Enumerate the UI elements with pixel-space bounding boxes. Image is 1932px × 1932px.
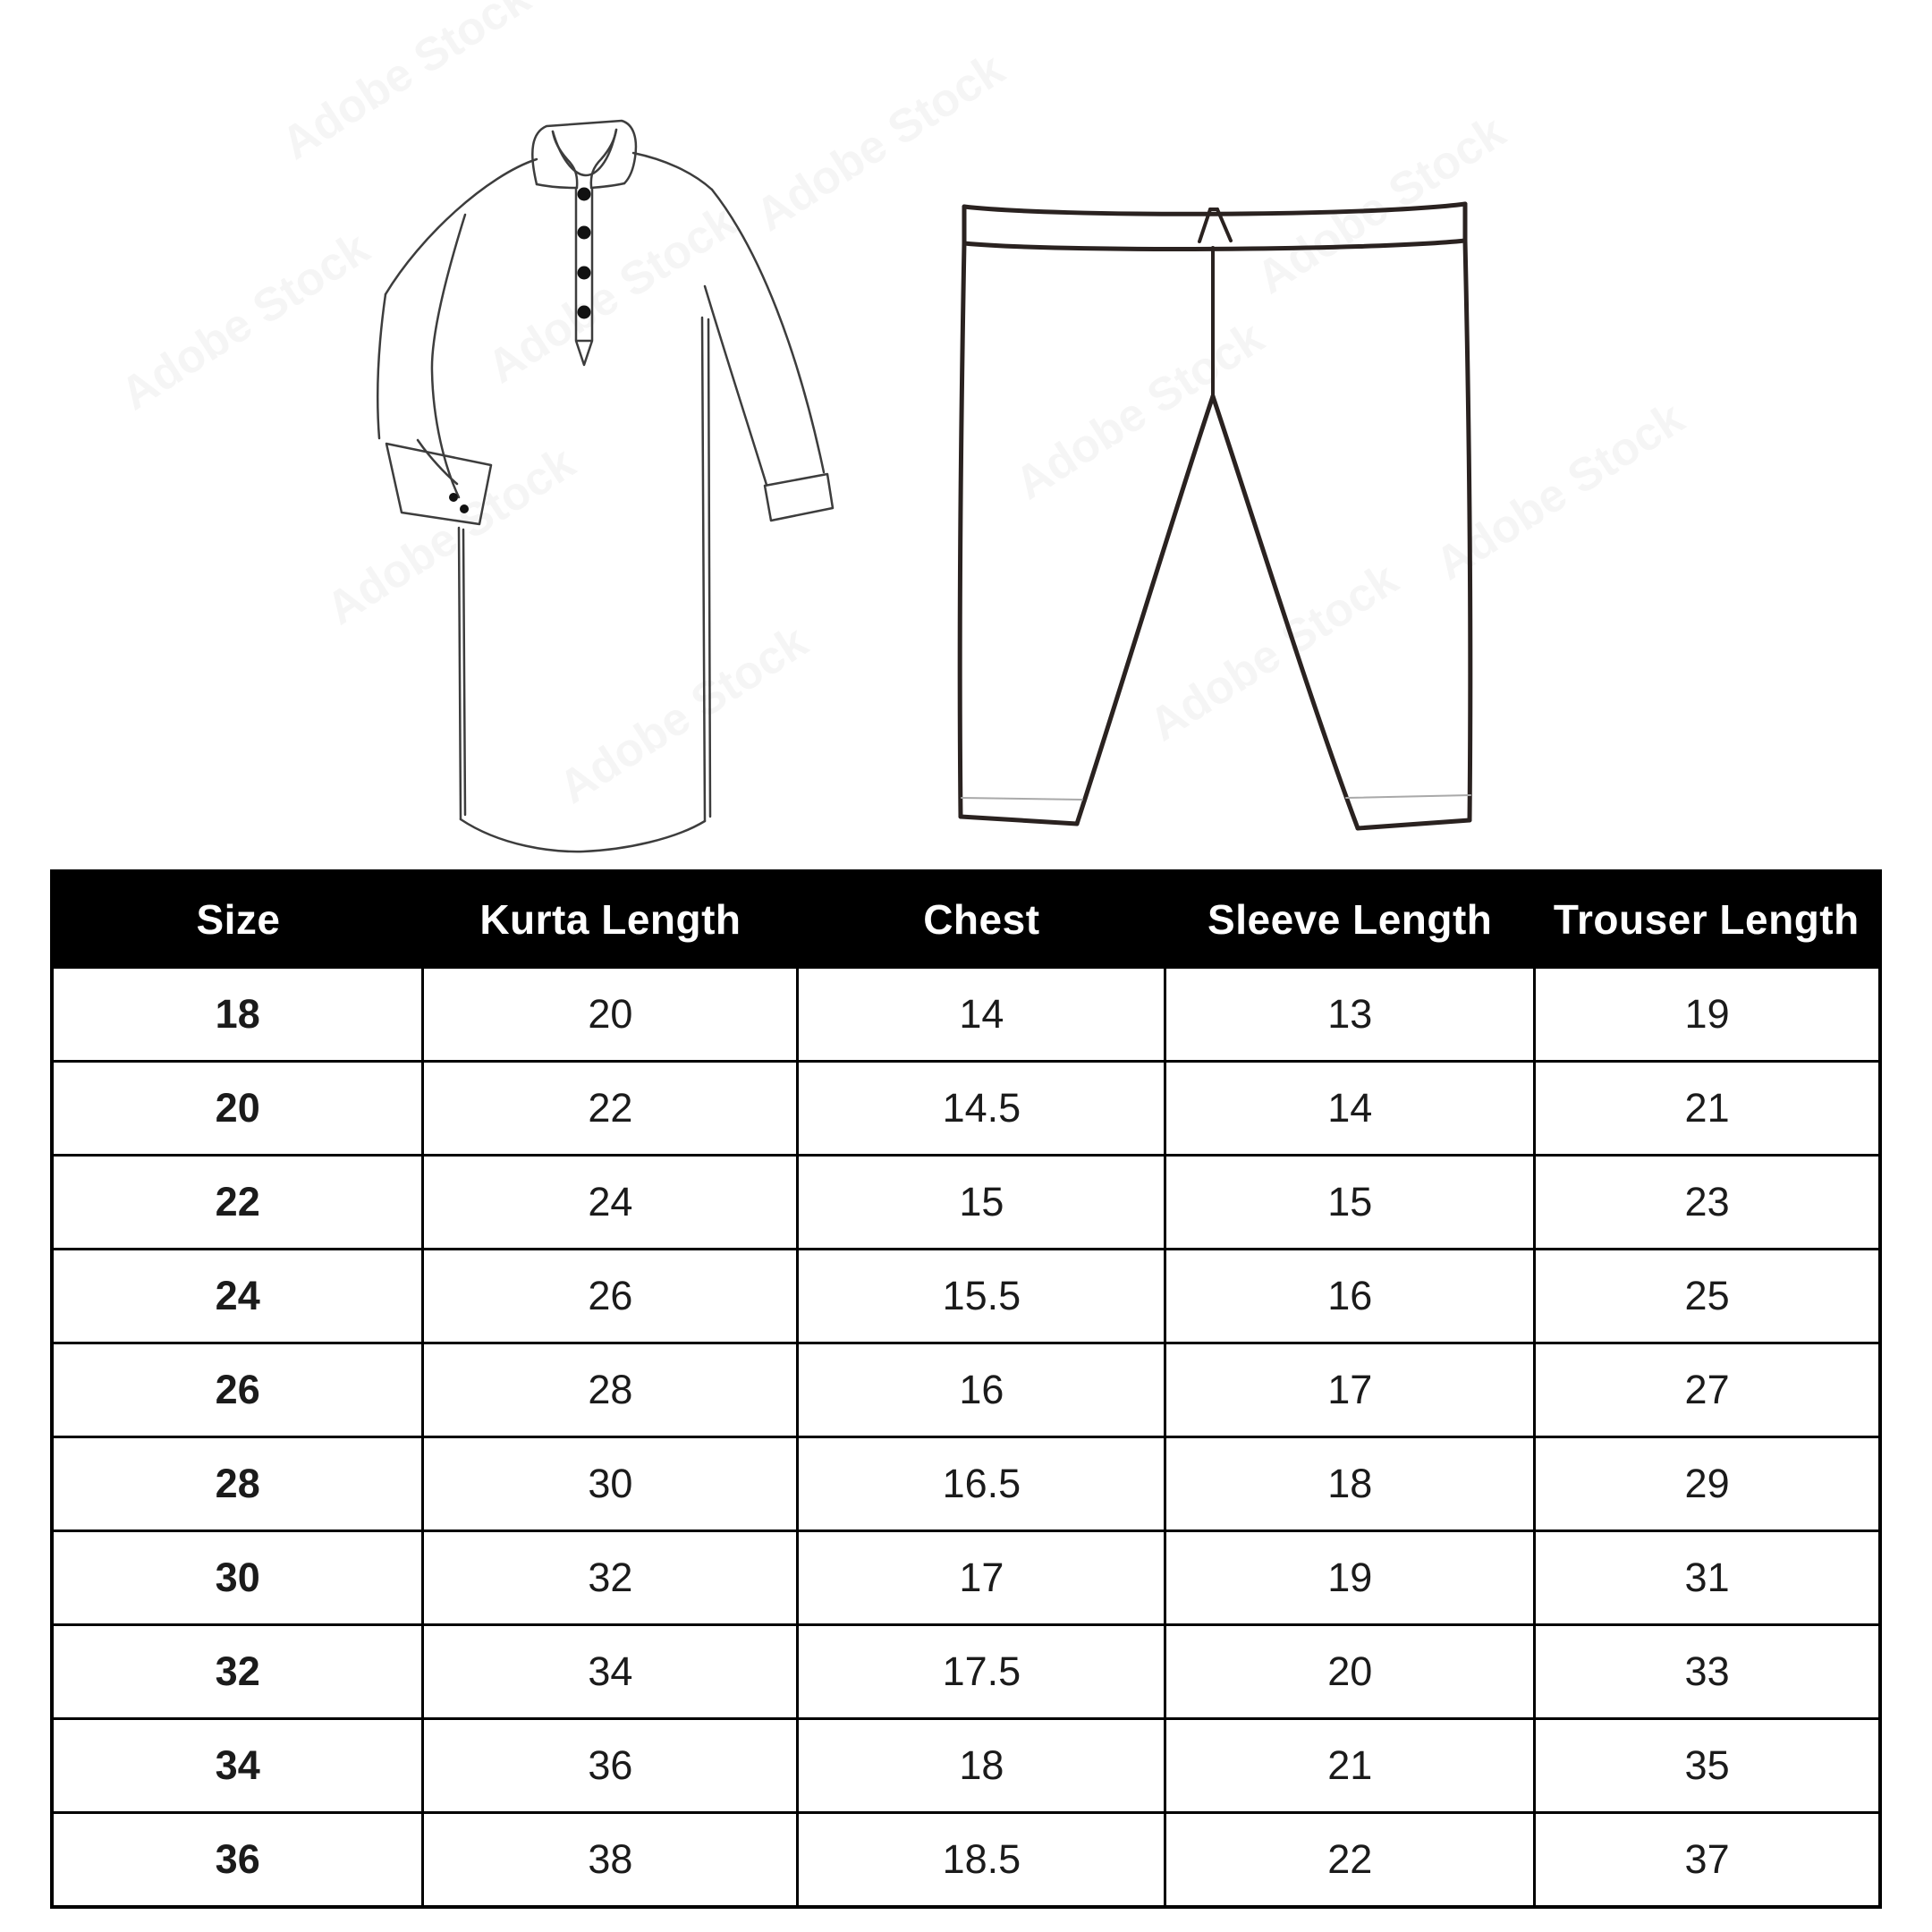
value-cell: 26: [423, 1250, 798, 1343]
size-cell: 28: [52, 1437, 423, 1531]
value-cell: 38: [423, 1813, 798, 1908]
value-cell: 19: [1535, 968, 1880, 1062]
value-cell: 17: [798, 1531, 1165, 1625]
size-cell: 30: [52, 1531, 423, 1625]
value-cell: 32: [423, 1531, 798, 1625]
size-chart-table: [50, 869, 1882, 1909]
value-cell: 22: [1165, 1813, 1535, 1908]
watermark-text: [747, 43, 1013, 242]
size-cell: 26: [52, 1343, 423, 1437]
value-cell: 37: [1535, 1813, 1880, 1908]
value-cell: 20: [423, 968, 798, 1062]
garment-illustration: [0, 0, 1932, 869]
table-row: [52, 968, 1880, 1062]
table-row: [52, 1062, 1880, 1156]
header-cell: Trouser Length: [1535, 871, 1880, 968]
value-cell: 16: [798, 1343, 1165, 1437]
table-row: [52, 1343, 1880, 1437]
value-cell: 15: [798, 1156, 1165, 1250]
value-cell: 16.5: [798, 1437, 1165, 1531]
value-cell: 22: [423, 1062, 798, 1156]
value-cell: 30: [423, 1437, 798, 1531]
table-header-row: [52, 871, 1880, 968]
table-body: [52, 968, 1880, 1908]
value-cell: 14.5: [798, 1062, 1165, 1156]
watermark-text: [550, 615, 817, 814]
watermark-text: [479, 195, 745, 394]
value-cell: 17.5: [798, 1625, 1165, 1719]
size-cell: 32: [52, 1625, 423, 1719]
size-cell: 34: [52, 1719, 423, 1813]
header-cell: Kurta Length: [423, 871, 798, 968]
value-cell: 18: [1165, 1437, 1535, 1531]
value-cell: 19: [1165, 1531, 1535, 1625]
table-row: [52, 1531, 1880, 1625]
table-row: [52, 1156, 1880, 1250]
table-row: [52, 1625, 1880, 1719]
watermark-text: [112, 222, 378, 420]
trousers-illustration: [960, 204, 1470, 828]
size-cell: 20: [52, 1062, 423, 1156]
watermark-text: [318, 436, 584, 635]
value-cell: 33: [1535, 1625, 1880, 1719]
value-cell: 14: [1165, 1062, 1535, 1156]
value-cell: 21: [1535, 1062, 1880, 1156]
watermark-text: [273, 0, 539, 170]
value-cell: 29: [1535, 1437, 1880, 1531]
header-cell: Chest: [798, 871, 1165, 968]
value-cell: 16: [1165, 1250, 1535, 1343]
size-cell: 24: [52, 1250, 423, 1343]
watermark-text: [1248, 106, 1514, 304]
value-cell: 24: [423, 1156, 798, 1250]
watermark-layer: [112, 0, 1693, 814]
value-cell: 34: [423, 1625, 798, 1719]
watermark-text: [1006, 311, 1273, 510]
value-cell: 36: [423, 1719, 798, 1813]
value-cell: 25: [1535, 1250, 1880, 1343]
size-cell: 18: [52, 968, 423, 1062]
value-cell: 18.5: [798, 1813, 1165, 1908]
size-cell: 22: [52, 1156, 423, 1250]
table-row: [52, 1437, 1880, 1531]
value-cell: 15.5: [798, 1250, 1165, 1343]
value-cell: 35: [1535, 1719, 1880, 1813]
value-cell: 17: [1165, 1343, 1535, 1437]
value-cell: 27: [1535, 1343, 1880, 1437]
value-cell: 20: [1165, 1625, 1535, 1719]
table-row: [52, 1719, 1880, 1813]
size-cell: 36: [52, 1813, 423, 1908]
value-cell: 21: [1165, 1719, 1535, 1813]
value-cell: 31: [1535, 1531, 1880, 1625]
value-cell: 18: [798, 1719, 1165, 1813]
header-cell: Size: [52, 871, 423, 968]
table-row: [52, 1250, 1880, 1343]
value-cell: 23: [1535, 1156, 1880, 1250]
value-cell: 15: [1165, 1156, 1535, 1250]
value-cell: 13: [1165, 968, 1535, 1062]
value-cell: 28: [423, 1343, 798, 1437]
header-cell: Sleeve Length: [1165, 871, 1535, 968]
table-row: [52, 1813, 1880, 1908]
value-cell: 14: [798, 968, 1165, 1062]
